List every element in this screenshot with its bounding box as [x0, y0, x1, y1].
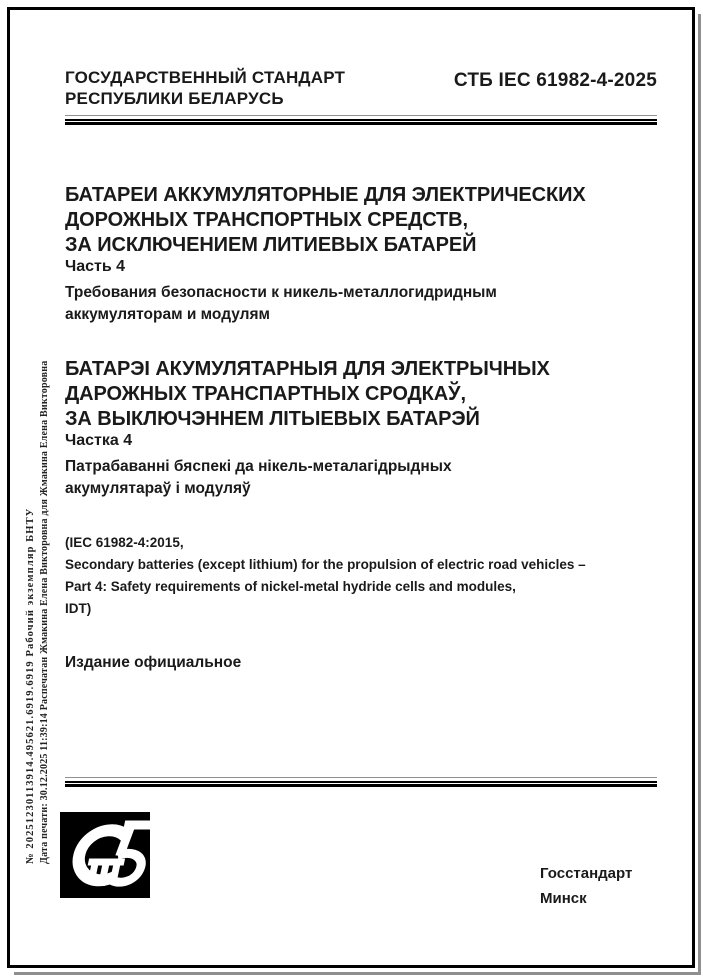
footer-divider-rule [65, 777, 657, 787]
iec-reference-line4: IDT) [65, 601, 92, 616]
title-be-main [65, 357, 659, 432]
stb-logo-icon [60, 812, 150, 898]
library-watermark [24, 254, 52, 864]
title-ru-subtitle-line1: Требования безопасности к никель-металлогидридным [65, 284, 497, 301]
title-be-line1: БАТАРЭІ АКУМУЛЯТАРНЫЯ ДЛЯ ЭЛЕКТРЫЧНЫХ [65, 358, 550, 380]
publisher-block [540, 861, 632, 911]
title-ru-part: Часть 4 [65, 258, 126, 275]
standard-designation: СТБ IEC 61982-4-2025 [453, 70, 657, 91]
title-be-line3: ЗА ВЫКЛЮЧЭННЕМ ЛІТЫЕВЫХ БАТАРЭЙ [65, 408, 480, 430]
watermark-print-line: Дата печати: 30.12.2025 11:39:14 Распечатан Жмакина Елена Викторовна для Жмакина Елена Викторовна [39, 360, 50, 864]
iec-reference-line3: Part 4: Safety requirements of nickel-metal hydride cells and modules, [65, 579, 516, 594]
title-ru-line1: БАТАРЕИ АККУМУЛЯТОРНЫЕ ДЛЯ ЭЛЕКТРИЧЕСКИХ [65, 184, 586, 206]
title-ru-line3: ЗА ИСКЛЮЧЕНИЕМ ЛИТИЕВЫХ БАТАРЕЙ [65, 234, 477, 256]
iec-reference-line2: Secondary batteries (except lithium) for the propulsion of electric road vehicles – [65, 557, 586, 572]
issuing-organization [65, 67, 445, 109]
org-name-line1: ГОСУДАРСТВЕННЫЙ СТАНДАРТ [65, 68, 346, 87]
publisher-name: Госстандарт [540, 865, 633, 882]
title-ru-line2: ДОРОЖНЫХ ТРАНСПОРТНЫХ СРЕДСТВ, [65, 209, 468, 231]
iec-reference [65, 532, 659, 620]
rule-thick-line [65, 119, 657, 125]
title-ru-main [65, 183, 659, 258]
title-be-part: Частка 4 [65, 432, 133, 449]
stb-logo [60, 812, 150, 898]
title-be-subtitle-line2: акумулятараў і модуляў [65, 480, 251, 497]
official-edition-note: Издание официальное [65, 654, 242, 671]
publisher-city: Минск [540, 890, 587, 907]
watermark-copy-line: № 20251230113914.495621.6919.6919 Рабочий экземпляр БНТУ [25, 507, 36, 864]
page-shadow-right [698, 14, 701, 973]
rule-thick-line [65, 781, 657, 787]
title-ru-subtitle [65, 282, 659, 326]
org-name-line2: РЕСПУБЛИКИ БЕЛАРУСЬ [65, 89, 284, 108]
title-be-subtitle [65, 456, 659, 500]
title-belarusian [65, 357, 659, 500]
title-be-subtitle-line1: Патрабаванні бяспекі да нікель-металагідрыдных [65, 458, 452, 475]
title-ru-subtitle-line2: аккумуляторам и модулям [65, 306, 270, 323]
page-shadow-bottom [14, 972, 701, 975]
iec-reference-line1: (IEC 61982-4:2015, [65, 535, 184, 550]
title-be-line2: ДАРОЖНЫХ ТРАНСПАРТНЫХ СРОДКАЎ, [65, 383, 466, 405]
title-russian [65, 183, 659, 326]
header-divider-rule [65, 115, 657, 125]
